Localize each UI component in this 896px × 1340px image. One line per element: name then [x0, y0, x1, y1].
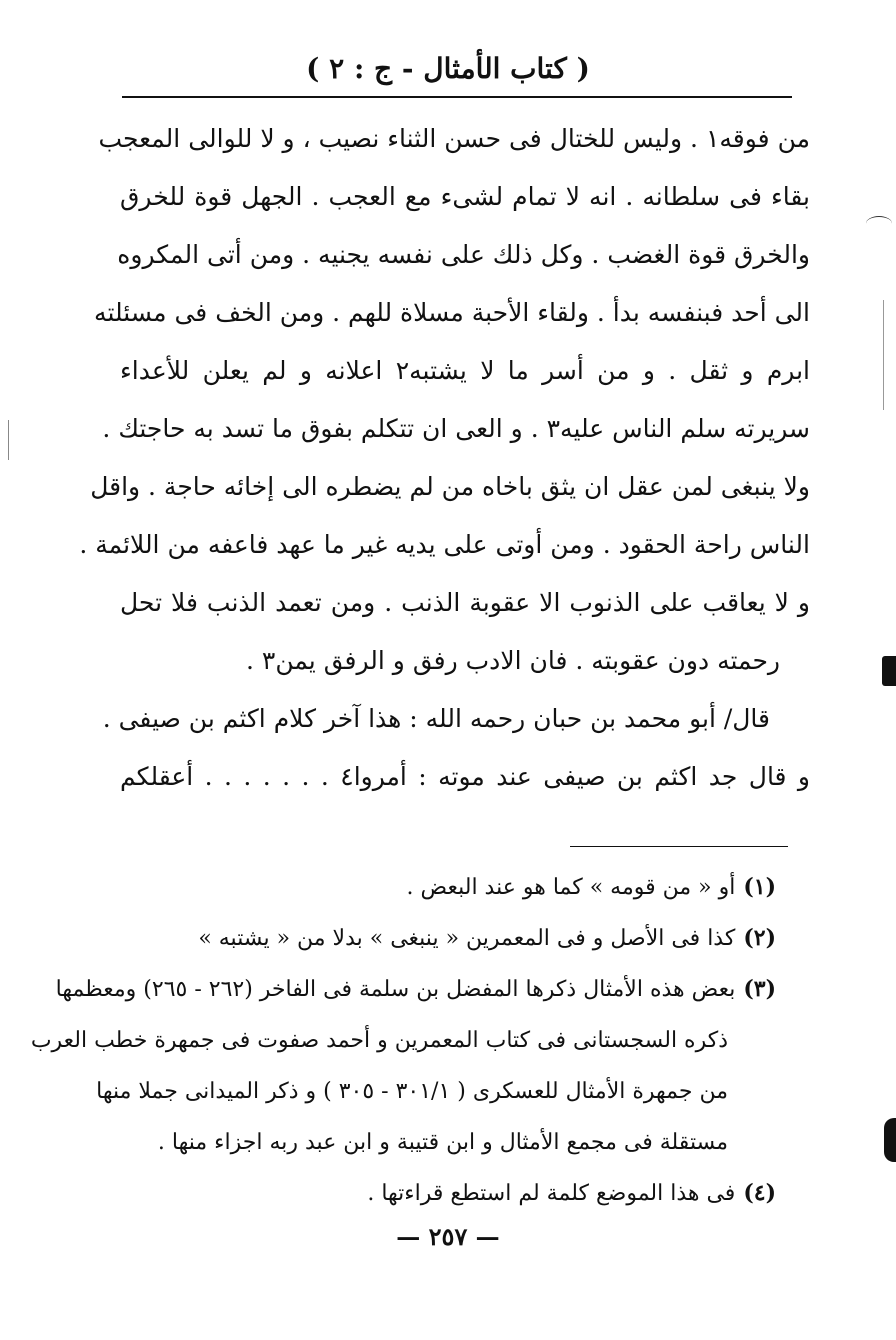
scan-artifact	[882, 656, 896, 686]
body-line: والخرق قوة الغضب . وكل ذلك على نفسه يجنيه . ومن أتى المكروه	[117, 240, 810, 269]
footnote-continuation: مستقلة فى مجمع الأمثال و ابن قتيبة و ابن عبد ربه اجزاء منها .	[157, 1130, 728, 1155]
footnote-number: (٢)	[743, 925, 776, 951]
running-header: ( كتاب الأمثال - ج : ٢ )	[306, 52, 590, 85]
scan-artifact	[866, 216, 892, 231]
body-line: الناس راحة الحقود . ومن أوتى على يديه غير ما عهد فاعفه من اللائمة .	[79, 530, 810, 559]
footnote-continuation: من جمهرة الأمثال للعسكرى ( ٣٠١/١ - ٣٠٥ ) و ذكر الميدانى جملا منها	[96, 1079, 728, 1104]
scan-artifact	[884, 1118, 896, 1162]
footnote-1	[100, 862, 776, 913]
footnote-4	[100, 1168, 776, 1219]
body-line: من فوقه١ . وليس للختال فى حسن الثناء نصيب ، و لا للوالى المعجب	[98, 124, 810, 153]
footnote-number: (٣)	[743, 976, 776, 1002]
footnote-rule	[570, 846, 788, 847]
footnote-continuation: ذكره السجستانى فى كتاب المعمرين و أحمد صفوت فى جمهرة خطب العرب	[30, 1028, 728, 1053]
footnote-2	[100, 913, 776, 964]
qal-line: قال/ أبو محمد بن حبان رحمه الله : هذا آخر كلام اكثم بن صيفى .	[102, 704, 770, 733]
footnote-text: بعض هذه الأمثال ذكرها المفضل بن سلمة فى الفاخر (٢٦٢ - ٢٦٥) ومعظمها	[55, 977, 736, 1002]
page-number: — ٢٥٧ —	[396, 1222, 500, 1251]
body-line: بقاء فى سلطانه . انه لا تمام لشىء مع العجب . الجهل قوة للخرق	[120, 182, 810, 211]
body-line: ابرم و ثقل . و من أسر ما لا يشتبه٢ اعلانه و لم يعلن للأعداء	[120, 356, 810, 385]
footnote-text: فى هذا الموضع كلمة لم استطع قراءتها .	[367, 1181, 736, 1206]
body-line: رحمته دون عقوبته . فان الادب رفق و الرفق يمن٣ .	[245, 646, 780, 675]
footnote-3	[55, 964, 776, 1015]
body-line: ولا ينبغى لمن عقل ان يثق باخاه من لم يضطره الى إخائه حاجة . واقل	[90, 472, 810, 501]
body-line: و لا يعاقب على الذنوب الا عقوبة الذنب . ومن تعمد الذنب فلا تحل	[120, 588, 810, 617]
footnote-text: كذا فى الأصل و فى المعمرين « ينبغى » بدلا من « يشتبه »	[198, 926, 736, 951]
scan-artifact	[8, 420, 9, 460]
scan-artifact	[883, 300, 884, 410]
footnote-number: (٤)	[743, 1180, 776, 1206]
body-text	[79, 110, 811, 806]
footnote-number: (١)	[743, 874, 776, 900]
body-last-line: و قال جد اكثم بن صيفى عند موته : أمروا٤ . . . . . . . أعقلكم	[120, 762, 811, 791]
footnote-text: أو « من قومه » كما هو عند البعض .	[406, 875, 736, 900]
body-line: سريرته سلم الناس عليه٣ . و العى ان تتكلم بفوق ما تسد به حاجتك .	[102, 414, 810, 443]
body-line: الى أحد فبنفسه بدأ . ولقاء الأحبة مسلاة للهم . ومن الخف فى مسئلته	[94, 298, 810, 327]
footnotes	[30, 862, 776, 1219]
header-rule	[122, 96, 792, 98]
